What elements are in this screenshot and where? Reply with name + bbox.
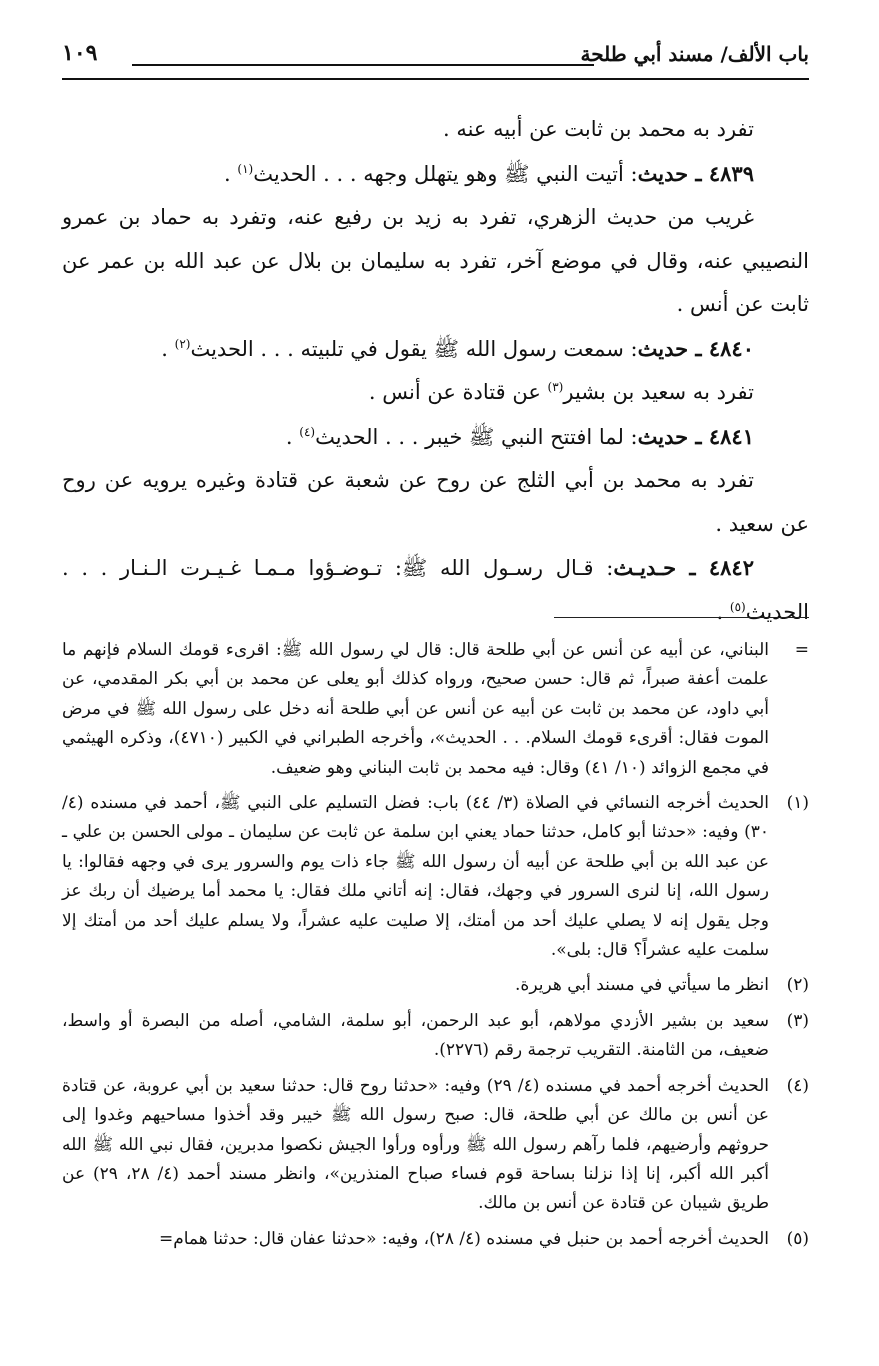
paragraph-text: تفرد به سعيد بن بشير bbox=[563, 380, 754, 404]
entry-dash: ـ bbox=[676, 555, 709, 580]
paragraph bbox=[62, 371, 809, 415]
hadith-keyword: حديث bbox=[637, 423, 689, 449]
chapter-title: باب الألف/ مسند أبي طلحة bbox=[580, 42, 809, 66]
footnote-1 bbox=[62, 789, 809, 965]
footnote-text: الحديث أخرجه أحمد في مسنده (٤/ ٢٩) وفيه: «حدثنا روح قال: حدثنا سعيد بن أبي عروبة، عن قتادة عن أنس بن مالك عن أبي طلحة، قال: صبح رسول الله ﷺ خيبر وقد أخذوا مساحيهم وغدوا إلى حروثهم وأرضيهم، فلما رآهم رسول الله ﷺ ورأوه ورأوا الجيش نكصوا مدبرين، فقال نبي الله ﷺ الله أكبر الله أكبر، إنا إذا نزلنا بساحة قوم فساء صباح المنذرين»، وانظر مسند أحمد (٤/ ٢٨، ٢٩) عن طريق شيبان عن قتادة عن أنس بن مالك. bbox=[62, 1075, 770, 1214]
hadith-text: : لما افتتح النبي ﷺ خيبر . . . الحديث bbox=[315, 424, 638, 449]
hadith-text: : سمعت رسول الله ﷺ يقول في تلبيته . . . الحديث bbox=[190, 336, 638, 361]
hadith-number: ٤٨٤٢ bbox=[708, 555, 754, 580]
footnote-marker: (٥) bbox=[786, 1228, 809, 1249]
entry-dash: ـ bbox=[688, 423, 709, 449]
footnote-5 bbox=[62, 1225, 809, 1254]
footnote-ref[interactable]: (١) bbox=[237, 161, 254, 176]
footnote-text: سعيد بن بشير الأزدي مولاهم، أبو عبد الرحمن، أبو سلمة، الشامي، أصله من البصرة أو واسط، ضعيف، من الثامنة. التقريب ترجمة رقم (٢٢٧٦). bbox=[62, 1010, 769, 1061]
footnote-continuation bbox=[62, 636, 809, 783]
hadith-entry-4841 bbox=[62, 415, 809, 460]
entry-end: . bbox=[285, 424, 300, 449]
footnote-ref[interactable]: (٣) bbox=[547, 380, 564, 394]
header-underline bbox=[62, 78, 809, 80]
hadith-entry-4839 bbox=[62, 152, 809, 197]
paragraph: تفرد به محمد بن أبي الثلج عن روح عن شعبة عن قتادة وغيره يرويه عن روح عن سعيد . bbox=[62, 468, 809, 536]
hadith-entry-4842 bbox=[62, 546, 809, 634]
footnote-text: الحديث أخرجه أحمد بن حنبل في مسنده (٤/ ٢٨)، وفيه: «حدثنا عفان قال: حدثنا همام= bbox=[158, 1228, 769, 1249]
footnote-3 bbox=[62, 1007, 809, 1066]
footnote-text: البناني، عن أبيه عن أنس عن أبي طلحة قال: قال لي رسول الله ﷺ: اقرىء قومك السلام فإنهم ما علمت أعفة صبراً، ثم قال: حسن صحيح، ورواه كذلك أبو يعلى عن محمد بن أبي بكر المقدمي، عن أبي داود، عن محمد بن ثابت عن أبيه عن أنس عن أبي طلحة أنه دخل على رسول الله ﷺ في مرض الموت فقال: أقرىء قومك السلام. . . الحديث»، وأخرجه الطبراني في الكبير (٤٧١٠)، وذكره الهيثمي في مجمع الزوائد (١٠/ ٤١) وقال: فيه محمد بن ثابت البناني وهو ضعيف. bbox=[62, 640, 769, 778]
footnote-marker: = bbox=[794, 640, 809, 660]
main-text bbox=[62, 108, 809, 634]
footnote-text: الحديث أخرجه النسائي في الصلاة (٣/ ٤٤) باب: فضل التسليم على النبي ﷺ، أحمد في مسنده (٤/ ٣٠) وفيه: «حدثنا أبو كامل، حدثنا حماد يعني ابن سلمة عن ثابت عن سليمان ـ مولى الحسن بن علي ـ عن عبد الله بن أبي طلحة عن أبيه أن رسول الله ﷺ جاء ذات يوم والسرور يرى في وجهه فقالوا: يا رسول الله، إنا لنرى السرور في وجهك، فقال: إنه أتاني ملك فقال: يا محمد أما يرضيك أن ربك عز وجل يقول إنه لا يصلي عليك أحد من أمتك، إلا صليت عليه عشراً، ولا يسلم عليك أحد من أمتك إلا سلمت عليه عشراً؟ قال: بلى». bbox=[62, 793, 769, 961]
footnote-4 bbox=[62, 1072, 809, 1219]
entry-dash: ـ bbox=[688, 335, 709, 361]
hadith-keyword: حديث bbox=[637, 160, 689, 186]
footnote-text: انظر ما سيأتي في مسند أبي هريرة. bbox=[515, 975, 769, 996]
running-header bbox=[62, 40, 809, 76]
footnote-separator bbox=[554, 617, 809, 618]
paragraph-text: عن قتادة عن أنس . bbox=[368, 380, 548, 404]
footnote-marker: (٤) bbox=[786, 1075, 809, 1096]
hadith-entry-4840 bbox=[62, 327, 809, 372]
footnote-marker: (١) bbox=[786, 793, 809, 814]
footnote-marker: (٢) bbox=[786, 975, 809, 996]
entry-end: . bbox=[716, 599, 730, 624]
footnote-ref[interactable]: (٥) bbox=[729, 599, 746, 614]
hadith-number: ٤٨٣٩ bbox=[708, 160, 754, 186]
page-number: ١٠٩ bbox=[62, 40, 98, 66]
hadith-keyword: حـديـث bbox=[613, 555, 677, 580]
hadith-text: : أتيت النبي ﷺ وهو يتهلل وجهه . . . الحديث bbox=[253, 161, 638, 186]
footnote-ref[interactable]: (٢) bbox=[174, 336, 191, 351]
footnote-marker: (٣) bbox=[786, 1010, 809, 1031]
paragraph: غريب من حديث الزهري، تفرد به زيد بن رفيع عنه، وتفرد به حماد بن عمرو النصيبي عنه، وقال في موضع آخر، تفرد به سليمان بن بلال عن عبد الله بن عمر عن ثابت عن أنس . bbox=[62, 205, 809, 316]
footnotes bbox=[62, 636, 809, 1260]
hadith-number: ٤٨٤٠ bbox=[708, 335, 754, 361]
footnote-2 bbox=[62, 971, 809, 1000]
entry-end: . bbox=[224, 161, 238, 186]
header-rule bbox=[132, 64, 594, 66]
entry-end: . bbox=[161, 336, 175, 361]
hadith-number: ٤٨٤١ bbox=[708, 423, 754, 449]
hadith-text: : قـال رسـول الله ﷺ: تـوضـؤوا مـمـا غـيـرت الـنـار . . . الحديث bbox=[62, 556, 809, 624]
paragraph: تفرد به محمد بن ثابت عن أبيه عنه . bbox=[442, 117, 754, 141]
entry-dash: ـ bbox=[688, 160, 709, 186]
footnote-ref[interactable]: (٤) bbox=[299, 424, 316, 439]
hadith-keyword: حديث bbox=[637, 335, 689, 361]
